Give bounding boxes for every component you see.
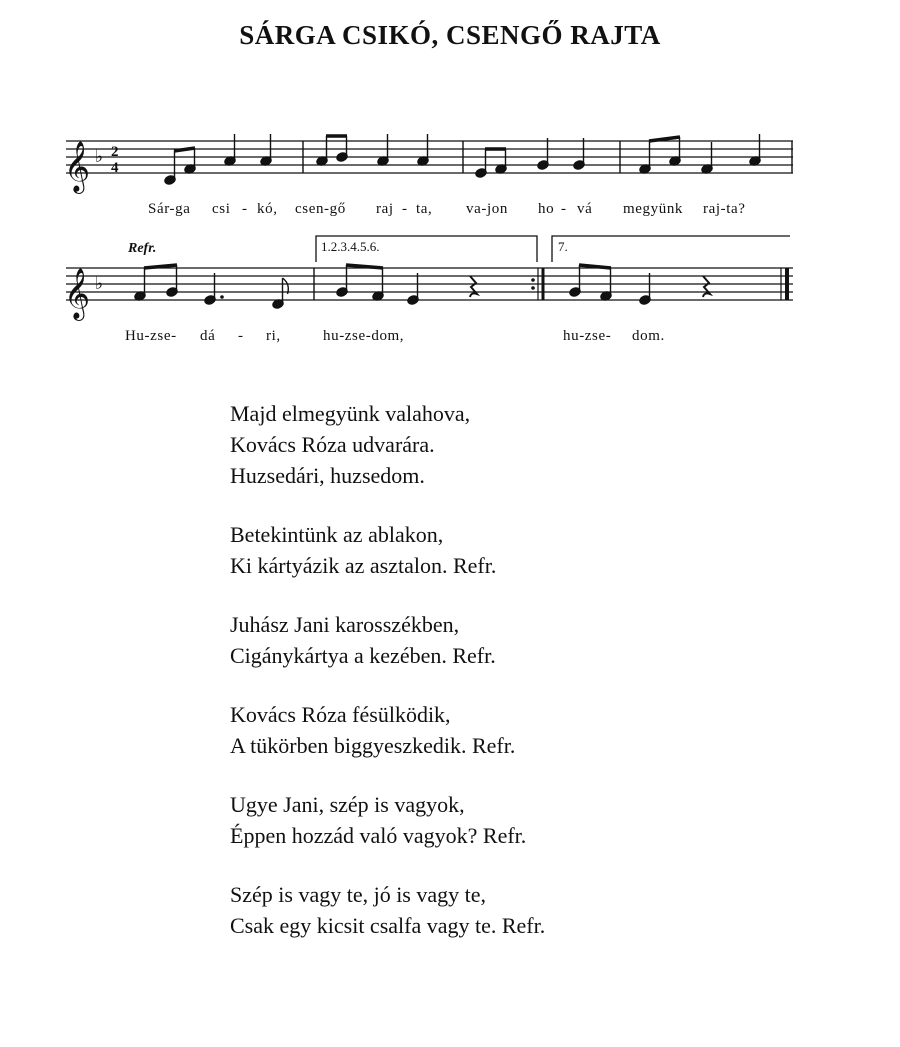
measure-1 xyxy=(164,134,272,185)
lyric-syllable: vá xyxy=(577,201,593,217)
lyric-syllable: csen-gő xyxy=(295,201,346,217)
measure-4 xyxy=(639,134,761,174)
lyric-syllable: ho xyxy=(538,201,555,217)
refrain-label: Refr. xyxy=(128,241,157,256)
verses xyxy=(230,398,830,969)
stanza-4 xyxy=(230,699,830,761)
lyric-syllable: - xyxy=(238,328,244,344)
time-signature-bottom: 4 xyxy=(111,160,119,176)
refrain-measure-3 xyxy=(569,265,710,305)
verse-line: Ki kártyázik az asztalon. Refr. xyxy=(230,553,497,578)
stanza-6 xyxy=(230,879,830,941)
lyric-syllable: - xyxy=(561,201,567,217)
lyric-syllable: Sár-ga xyxy=(148,201,191,217)
lyrics-row-2 xyxy=(125,328,665,344)
stanza-2 xyxy=(230,519,830,581)
verse-line: Betekintünk az ablakon, xyxy=(230,522,444,547)
lyric-syllable: ri, xyxy=(266,328,281,344)
flat-icon: ♭ xyxy=(95,274,104,294)
verse-line: A tükörben biggyeszkedik. Refr. xyxy=(230,733,516,758)
volta-bracket-2 xyxy=(552,236,790,262)
lyric-syllable: Hu-zse- xyxy=(125,328,177,344)
treble-clef-icon: 𝄞 xyxy=(64,268,91,319)
verse-line: Huzsedári, huzsedom. xyxy=(230,463,425,488)
volta-label-2: 7. xyxy=(558,239,568,254)
lyric-syllable: raj-ta? xyxy=(703,201,746,217)
verse-line: Juhász Jani karosszékben, xyxy=(230,612,460,637)
lyric-syllable: ta, xyxy=(416,201,433,217)
refrain-measure-1 xyxy=(134,265,289,309)
verse-line: Éppen hozzád való vagyok? Refr. xyxy=(230,823,527,848)
lyrics-row-1 xyxy=(148,201,746,217)
stanza-5 xyxy=(230,789,830,851)
measure-3 xyxy=(475,138,585,178)
treble-clef-icon: 𝄞 xyxy=(64,141,91,192)
lyric-syllable: raj xyxy=(376,201,394,217)
volta-label-1: 1.2.3.4.5.6. xyxy=(321,239,380,254)
lyric-syllable: megyünk xyxy=(623,201,684,217)
verse-line: Ugye Jani, szép is vagyok, xyxy=(230,792,465,817)
lyric-syllable: - xyxy=(242,201,248,217)
verse-line: Csak egy kicsit csalfa vagy te. Refr. xyxy=(230,913,546,938)
verse-line: Szép is vagy te, jó is vagy te, xyxy=(230,882,487,907)
verse-line: Majd elmegyünk valahova, xyxy=(230,401,471,426)
verse-line: Cigánykártya a kezében. Refr. xyxy=(230,643,496,668)
time-signature-top: 2 xyxy=(111,144,119,160)
stanza-3 xyxy=(230,609,830,671)
lyric-syllable: dom. xyxy=(632,328,665,344)
lyric-syllable: hu-zse- xyxy=(563,328,612,344)
flat-icon: ♭ xyxy=(95,147,104,167)
song-title: SÁRGA CSIKÓ, CSENGŐ RAJTA xyxy=(239,20,661,50)
lyric-syllable: hu-zse-dom, xyxy=(323,328,405,344)
lyric-syllable: va-jon xyxy=(466,201,508,217)
refrain-measure-2 xyxy=(336,265,477,305)
lyric-syllable: - xyxy=(402,201,408,217)
sheet-music xyxy=(0,0,900,360)
lyric-syllable: kó, xyxy=(257,201,278,217)
measure-2 xyxy=(316,134,429,166)
verse-line: Kovács Róza udvarára. xyxy=(230,432,435,457)
lyric-syllable: csi xyxy=(212,201,231,217)
lyric-syllable: dá xyxy=(200,328,216,344)
verse-line: Kovács Róza fésülködik, xyxy=(230,702,451,727)
stanza-1 xyxy=(230,398,830,491)
